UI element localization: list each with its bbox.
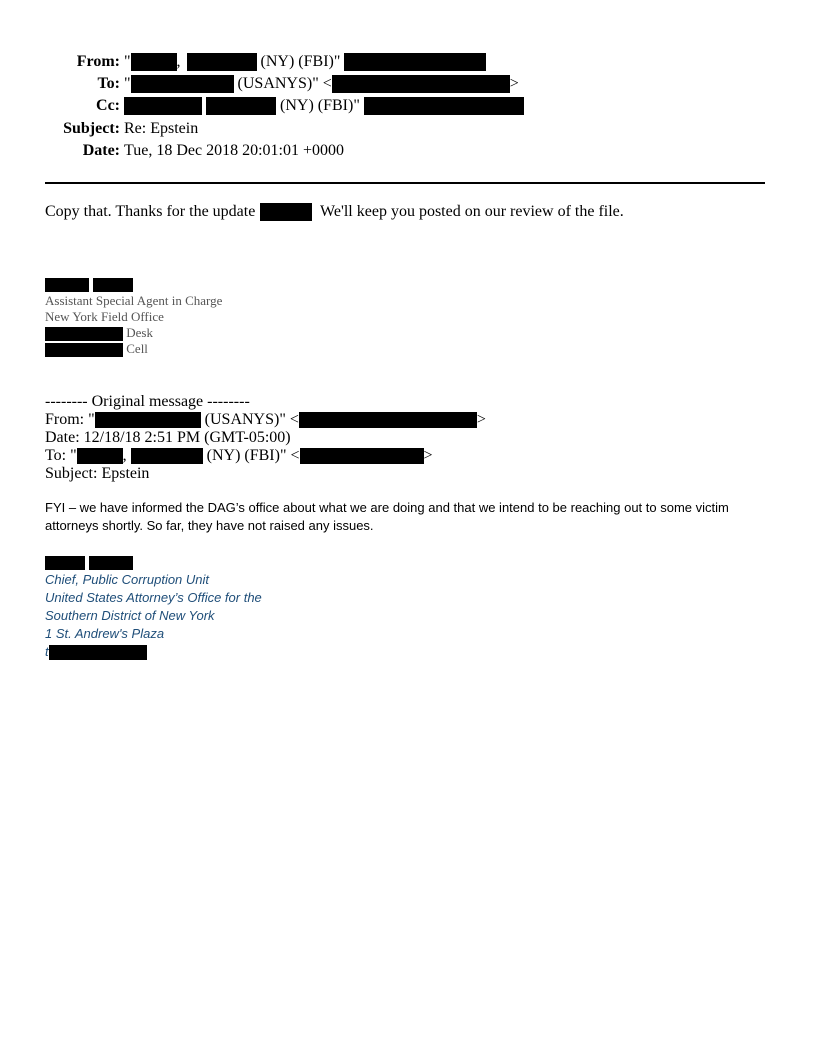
sender-signature-title: Chief, Public Corruption Unit: [45, 572, 210, 587]
original-date-line: Date: 12/18/18 2:51 PM (GMT-05:00): [45, 429, 291, 446]
redaction-block: [45, 343, 123, 357]
original-from-line: From: " (USANYS)" < >: [45, 411, 486, 428]
header-to-label: To:: [97, 75, 120, 92]
redaction-block: [95, 412, 201, 428]
original-subject-line: Subject: Epstein: [45, 465, 150, 482]
redaction-block: [45, 327, 123, 341]
sender-signature-address: 1 St. Andrew's Plaza: [45, 626, 165, 641]
header-to-row: [0, 74, 816, 94]
reply-body: Copy that. Thanks for the update We'll keep you posted on our review of the file.: [45, 203, 624, 220]
signature-office: New York Field Office: [45, 309, 164, 324]
original-body-line-2: attorneys shortly. So far, they have not raised any issues.: [45, 518, 374, 533]
redaction-block: [332, 75, 510, 93]
redaction-block: [45, 278, 89, 292]
original-to-line: To: " , (NY) (FBI)" < >: [45, 447, 433, 464]
header-subject-label: Subject:: [63, 120, 120, 137]
header-from-value: " , (NY) (FBI)": [124, 52, 486, 72]
redaction-block: [131, 75, 234, 93]
signature-desk-line: Desk: [45, 325, 153, 341]
redaction-block: [131, 448, 203, 464]
redaction-block: [77, 448, 123, 464]
sender-signature-phone: t: [45, 644, 147, 660]
header-from-row: [0, 52, 816, 72]
signature-cell-line: Cell: [45, 341, 148, 357]
redaction-block: [300, 448, 424, 464]
redaction-block: [45, 556, 85, 570]
redaction-block: [260, 203, 312, 221]
header-date-row: [0, 141, 816, 161]
header-cc-label: Cc:: [96, 97, 120, 114]
header-divider: [45, 182, 765, 184]
signature-title: Assistant Special Agent in Charge: [45, 293, 223, 308]
original-separator: -------- Original message --------: [45, 393, 250, 410]
redaction-block: [131, 53, 177, 71]
header-to-value: " (USANYS)" < >: [124, 75, 519, 92]
redaction-block: [364, 97, 524, 115]
sender-signature-district: Southern District of New York: [45, 608, 215, 623]
header-subject-value: Re: Epstein: [124, 120, 199, 137]
redaction-block: [299, 412, 477, 428]
header-cc-row: [0, 96, 816, 116]
redaction-block: [124, 97, 202, 115]
header-subject-row: [0, 119, 816, 139]
redaction-block: [93, 278, 133, 292]
header-cc-value: (NY) (FBI)": [124, 96, 524, 116]
original-body-line-1: FYI – we have informed the DAG’s office about what we are doing and that we intend to be reaching out to some victim: [45, 500, 729, 515]
sender-signature-office: United States Attorney’s Office for the: [45, 590, 262, 605]
redaction-block: [187, 53, 257, 71]
header-from-label: From:: [76, 53, 120, 70]
redaction-block: [89, 556, 133, 570]
header-date-label: Date:: [82, 142, 120, 159]
redaction-block: [344, 53, 486, 71]
redaction-block: [206, 97, 276, 115]
redaction-block: [49, 645, 147, 660]
header-date-value: Tue, 18 Dec 2018 20:01:01 +0000: [124, 142, 344, 159]
